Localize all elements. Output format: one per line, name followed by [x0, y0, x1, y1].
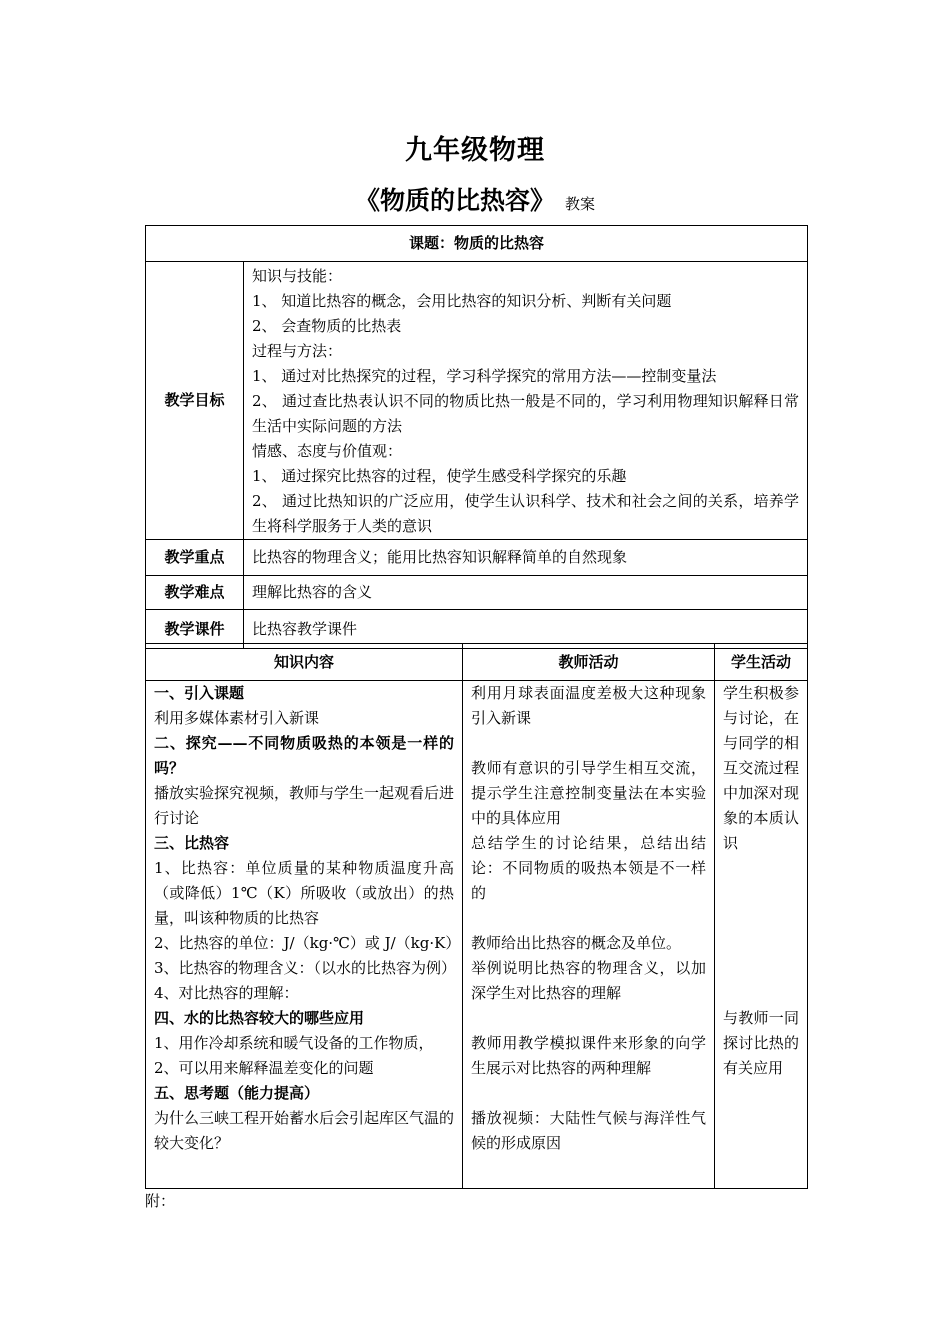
section-text: 1、用作冷却系统和暖气设备的工作物质， [154, 1034, 434, 1052]
section-text: 2、比热容的单位：J/（kg·℃）或 J/（kg·K） [154, 934, 461, 952]
document-title: 九年级物理 [405, 135, 545, 166]
student-text: 与教师一同探讨比热的有关应用 [723, 1009, 799, 1077]
section-heading: 三、比热容 [154, 834, 230, 852]
section-text: 3、比热容的物理含义：（以水的比热容为例） [154, 959, 457, 977]
subtitle-suffix: 教案 [565, 195, 596, 213]
objective-line: 2、 会查物质的比热表 [252, 317, 402, 335]
teacher-text: 总结学生的讨论结果，总结出结论：不同物质的吸热本领是不一样的 [471, 834, 706, 902]
key-point-label: 教学重点 [146, 540, 244, 576]
header-student: 学生活动 [715, 644, 808, 681]
topic-cell: 课题：物质的比热容 [146, 226, 808, 262]
document-subtitle [0, 181, 950, 217]
appendix-label: 附： [145, 1192, 176, 1210]
section-text: 播放实验探究视频，教师与学生一起观看后进行讨论 [154, 784, 455, 827]
teacher-text: 举例说明比热容的物理含义，以加深学生对比热容的理解 [471, 959, 706, 1002]
section-heading: 二、探究——不同物质吸热的本领是一样的吗？ [154, 734, 454, 777]
objective-line: 2、 通过比热知识的广泛应用，使学生认识科学、技术和社会之间的关系，培养学生将科学服务于人类的意识 [252, 492, 800, 535]
section-text: 1、比热容：单位质量的某种物质温度升高（或降低）1℃（K）所吸收（或放出）的热量，叫该种物质的比热容 [154, 859, 454, 927]
section-heading: 一、引入课题 [154, 684, 245, 702]
objectives-label: 教学目标 [146, 262, 244, 540]
teacher-text: 教师给出比热容的概念及单位。 [471, 934, 682, 952]
objective-line: 1、 通过对比热探究的过程，学习科学探究的常用方法——控制变量法 [252, 367, 717, 385]
teacher-cell [463, 681, 715, 1189]
section-heading: 四、水的比热容较大的哪些应用 [154, 1009, 365, 1027]
section-text: 利用多媒体素材引入新课 [154, 709, 320, 727]
courseware-label: 教学课件 [146, 610, 244, 649]
objective-line: 1、 通过探究比热容的过程，使学生感受科学探究的乐趣 [252, 467, 627, 485]
objective-line: 2、 通过查比热表认识不同的物质比热一般是不同的，学习利用物理知识解释日常生活中实际问题的方法 [252, 392, 800, 435]
subtitle-main: 《物质的比热容》 [354, 186, 555, 215]
objective-line: 1、 知道比热容的概念，会用比热容的知识分析、判断有关问题 [252, 292, 672, 310]
objective-line: 知识与技能： [252, 267, 343, 285]
content-cell [146, 681, 463, 1189]
lesson-activity-table [145, 643, 808, 1189]
objective-line: 情感、态度与价值观： [252, 442, 403, 460]
header-content: 知识内容 [146, 644, 463, 681]
objective-line: 过程与方法： [252, 342, 343, 360]
section-text: 为什么三峡工程开始蓄水后会引起库区气温的较大变化？ [154, 1109, 455, 1152]
student-cell [715, 681, 808, 1189]
teacher-text: 利用月球表面温度差极大这种现象引入新课 [471, 684, 706, 727]
student-text: 学生积极参与讨论，在与同学的相互交流过程中加深对现象的本质认识 [723, 684, 799, 852]
difficulty-label: 教学难点 [146, 576, 244, 610]
teacher-text: 教师有意识的引导学生相互交流，提示学生注意控制变量法在本实验中的具体应用 [471, 759, 706, 827]
teacher-text: 教师用教学模拟课件来形象的向学生展示对比热容的两种理解 [471, 1034, 706, 1077]
difficulty-value: 理解比热容的含义 [244, 576, 808, 610]
objectives-cell [244, 262, 808, 540]
teacher-text: 播放视频：大陆性气候与海洋性气候的形成原因 [471, 1109, 706, 1152]
header-teacher: 教师活动 [463, 644, 715, 681]
section-heading: 五、思考题（能力提高） [154, 1084, 320, 1102]
key-point-value: 比热容的物理含义；能用比热容知识解释简单的自然现象 [244, 540, 808, 576]
courseware-value: 比热容教学课件 [244, 610, 808, 649]
lesson-info-table [145, 225, 808, 649]
section-text: 2、可以用来解释温差变化的问题 [154, 1059, 374, 1077]
section-text: 4、对比热容的理解： [154, 984, 299, 1002]
